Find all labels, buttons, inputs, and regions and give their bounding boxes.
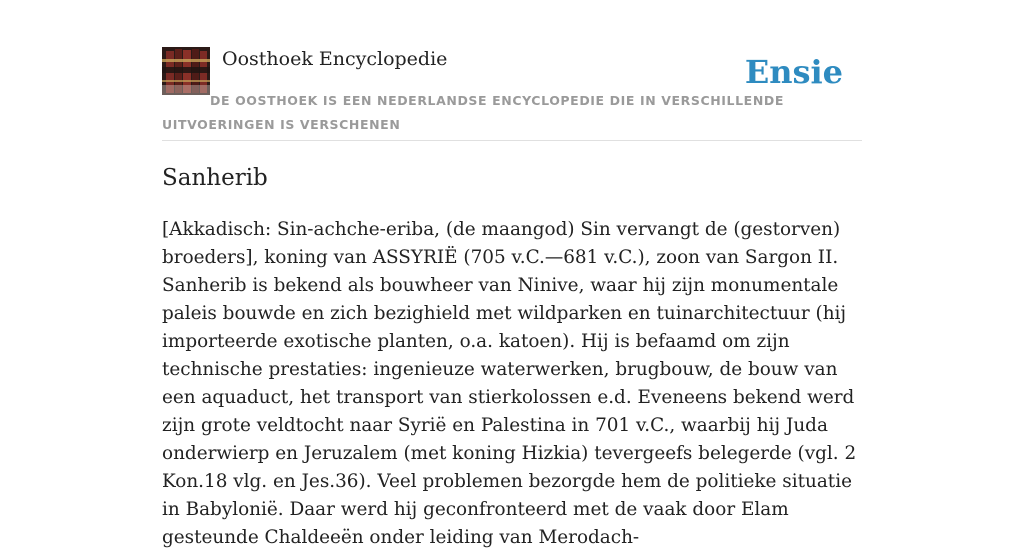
ensie-logo[interactable]: Ensie (744, 53, 843, 91)
article-title: Sanherib (162, 165, 268, 191)
site-name[interactable]: Oosthoek Encyclopedie (222, 48, 448, 70)
article-body: [Akkadisch: Sin-achche-eriba, (de maangod) Sin vervangt de (gestorven) broeders], koning van ASSYRIË (705 v.C.—681 v.C.), zoon van Sargon II. Sanherib is bekend als bouwheer van Ninive, waar hij zijn monumentale paleis bouwde en zich bezighield met wildparken en tuinarchitectuur (hij importeerde exotische planten, o.a. katoen). Hij is befaamd om zijn technische prestaties: ingenieuze waterwerken, brugbouw, de bouw van een aquaduct, het transport van stierkolossen e.d. Eveneens bekend werd zijn grote veldtocht naar Syrië en Palestina in 701 v.C., waarbij hij Juda onderwierp en Jeruzalem (met koning Hizkia) tevergeefs belegerde (vgl. 2 Kon.18 vlg. en Jes.36). Veel problemen bezorgde hem de politieke situatie in Babylonië. Daar werd hij geconfronteerd met de vaak door Elam gesteunde Chaldeeën onder leiding van Merodach- (162, 219, 857, 548)
site-tagline: DE OOSTHOEK IS EEN NEDERLANDSE ENCYCLOPEDIE DIE IN VERSCHILLENDE UITVOERINGEN IS VERSCHENEN (162, 93, 784, 132)
site-header (162, 46, 862, 141)
book-spines-icon[interactable] (162, 47, 210, 95)
